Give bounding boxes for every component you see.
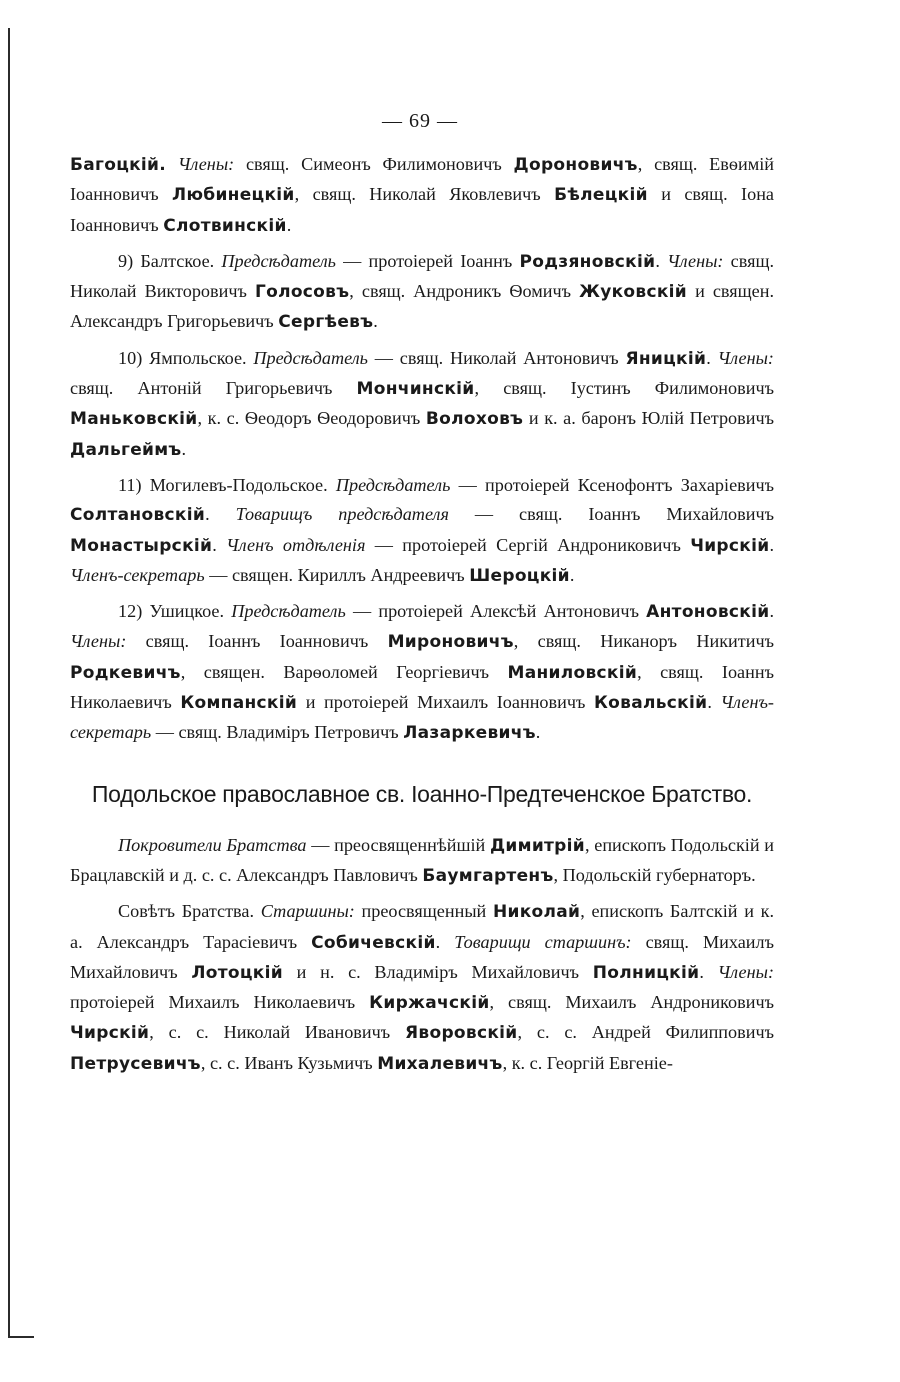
text-run: .	[769, 601, 774, 622]
surname: Собичевскій	[311, 932, 436, 953]
surname: Димитрій	[489, 835, 585, 856]
text-run: , свящ. Никаноръ Никитичъ	[513, 631, 774, 652]
text-run: .	[707, 692, 721, 713]
surname: Чирскій	[70, 1023, 150, 1044]
role-label: Товарищъ предсѣдателя	[235, 504, 449, 525]
text-run: .	[286, 214, 292, 235]
surname: Мироновичъ	[387, 632, 514, 653]
role-label: Членъ-секретарь	[70, 564, 205, 585]
surname: Жуковскій	[579, 282, 688, 303]
paragraph	[70, 831, 774, 892]
surname: Солтановскій	[70, 505, 206, 526]
role-label: Члены:	[717, 961, 775, 982]
surname: Лотоцкій	[191, 962, 283, 983]
surname: Голосовъ	[254, 282, 350, 303]
surname: Чирскій	[690, 535, 770, 556]
surname: Мончинскій	[356, 379, 475, 400]
text-run: .	[212, 534, 227, 555]
text-run: .	[535, 722, 541, 743]
surname: Монастырскій	[70, 535, 213, 556]
surname: Родкевичъ	[70, 662, 181, 683]
text-run: — преосвященнѣйшій	[306, 834, 490, 855]
text-run: — протоіерей Іоаннъ	[335, 250, 520, 271]
paragraph	[70, 597, 774, 748]
text-run: , епископъ Подольскій и Брацлавскій и д. с. с. Александръ Павловичъ	[70, 834, 774, 885]
paragraph	[70, 150, 774, 241]
role-label: Покровители Братства	[118, 834, 307, 855]
text-run: , к. с. Ѳеодоръ Ѳеодоровичъ	[197, 408, 426, 429]
surname: Волоховъ	[425, 409, 524, 430]
text-run: .	[569, 564, 575, 585]
text-run: , свящ. Михаилъ Андрониковичъ	[489, 992, 774, 1013]
role-label: Члены:	[717, 347, 774, 368]
surname: Николай	[492, 902, 581, 923]
role-label: Члены:	[667, 250, 724, 271]
role-label: Предсѣдатель	[335, 474, 451, 495]
section-heading: Подольское православное св. Іоанно-Предтеченское Братство.	[91, 780, 753, 807]
role-label: Товарищи старшинъ:	[454, 931, 632, 952]
paragraph	[70, 471, 774, 591]
text-run: — протоіерей Сергій Андрониковичъ	[365, 534, 691, 555]
role-label: Предсѣдатель	[253, 347, 368, 368]
text-run: .	[699, 961, 718, 982]
text-run: протоіерей Михаилъ Николаевичъ	[70, 992, 370, 1013]
surname: Антоновскій	[646, 602, 770, 623]
text-run: — свящ. Владиміръ Петровичъ	[151, 722, 404, 743]
surname: Сергѣевъ	[278, 312, 374, 333]
text-run: .	[435, 931, 455, 952]
surname: Бѣлецкій	[554, 185, 648, 206]
surname: Любинецкій	[172, 185, 295, 206]
text-run: 9) Балтское.	[118, 250, 222, 271]
role-label: Членъ-секретарь	[70, 692, 774, 743]
paragraph	[70, 897, 774, 1079]
role-label: Членъ отдѣленія	[226, 534, 366, 555]
text-run: свящ. Антоній Григорьевичъ	[70, 378, 357, 399]
text-run: , епископъ Балтскій и к. а. Александръ Тарасіевичъ	[70, 901, 774, 952]
surname: Родзяновскій	[519, 251, 656, 272]
text-run: — протоіерей Алексѣй Антоновичъ	[345, 601, 647, 622]
surname: Полницкій	[592, 962, 700, 983]
paragraph	[70, 247, 774, 338]
text-run: .	[769, 534, 775, 555]
text-run: , к. с. Георгій Евгеніе-	[502, 1052, 673, 1073]
text-run: 10) Ямпольское.	[118, 347, 254, 368]
text-run: — священ. Кириллъ Андреевичъ	[204, 564, 470, 585]
text-run: , с. с. Николай Ивановичъ	[149, 1022, 406, 1043]
surname: Дальгеймъ	[70, 439, 182, 460]
text-run: , с. с. Андрей Филипповичъ	[517, 1022, 774, 1043]
text-run: .	[205, 504, 236, 525]
text-run: , свящ. Николай Яковлевичъ	[294, 184, 555, 205]
text-run: свящ. Михаилъ Михайловичъ	[70, 931, 774, 982]
surname: Киржачскій	[369, 993, 490, 1014]
scan-binding-edge-foot	[10, 1336, 34, 1338]
text-run: , свящ. Андроникъ Ѳомичъ	[349, 281, 580, 302]
text-run: свящ. Николай Викторовичъ	[70, 250, 775, 302]
role-label: Предсѣдатель	[231, 601, 346, 622]
text-run: свящ. Симеонъ Филимоновичъ	[234, 154, 514, 174]
text-run: и священ. Александръ Григорьевичъ	[70, 281, 774, 332]
page-content	[70, 150, 774, 1085]
text-run: , свящ. Іустинъ Филимоновичъ	[474, 378, 775, 399]
text-run: , с. с. Иванъ Кузьмичъ	[200, 1052, 378, 1073]
surname: Шероцкій	[469, 565, 570, 586]
text-run	[166, 154, 178, 174]
text-run: и н. с. Владиміръ Михайловичъ	[282, 961, 593, 982]
role-label: Члены:	[177, 154, 235, 174]
text-run: и протоіерей Михаилъ Іоанновичъ	[297, 692, 594, 713]
text-run: , священ. Варѳоломей Георгіевичъ	[180, 661, 508, 682]
surname: Михалевичъ	[377, 1053, 503, 1074]
surname: Дороновичъ	[513, 155, 638, 175]
paragraph	[70, 344, 774, 465]
text-run: 11) Могилевъ-Подольское.	[118, 474, 336, 495]
surname: Ковальскій	[593, 693, 708, 714]
text-run: , свящ. Евѳимій Іоанновичъ	[70, 154, 774, 205]
text-run: , свящ. Іоаннъ Николаевичъ	[70, 661, 774, 713]
surname: Багоцкій.	[70, 155, 167, 175]
surname: Яворовскій	[405, 1023, 518, 1044]
text-run: свящ. Іоаннъ Іоанновичъ	[126, 631, 388, 652]
surname: Лазаркевичъ	[403, 723, 536, 744]
surname: Яницкій	[625, 348, 707, 369]
scan-binding-edge	[8, 28, 10, 1338]
text-run: преосвященный	[354, 901, 493, 922]
surname: Компанскій	[180, 693, 298, 714]
text-run: .	[181, 438, 187, 459]
text-run: Совѣтъ Братства.	[118, 901, 261, 922]
text-run: и к. а. баронъ Юлій Петровичъ	[523, 408, 775, 429]
text-run: и свящ. Іона Іоанновичъ	[70, 184, 775, 235]
text-run: — протоіерей Ксенофонтъ Захаріевичъ	[450, 474, 775, 495]
text-run: .	[706, 347, 718, 368]
text-run: .	[373, 311, 378, 332]
role-label: Старшины:	[260, 901, 355, 922]
surname: Слотвинскій	[163, 215, 287, 236]
role-label: Члены:	[70, 631, 127, 652]
text-run: — свящ. Іоаннъ Михайловичъ	[448, 504, 774, 525]
text-run: , Подольскій губернаторъ.	[553, 864, 756, 885]
role-label: Предсѣдатель	[221, 250, 336, 271]
text-run: — свящ. Николай Антоновичъ	[367, 347, 626, 368]
surname: Маниловскій	[507, 662, 638, 683]
text-run: 12) Ушицкое.	[118, 601, 232, 622]
surname: Баумгартенъ	[422, 865, 554, 886]
surname: Маньковскій	[70, 409, 198, 430]
surname: Петрусевичъ	[70, 1053, 201, 1074]
page-number: — 69 —	[382, 110, 458, 132]
text-run: .	[655, 250, 668, 271]
